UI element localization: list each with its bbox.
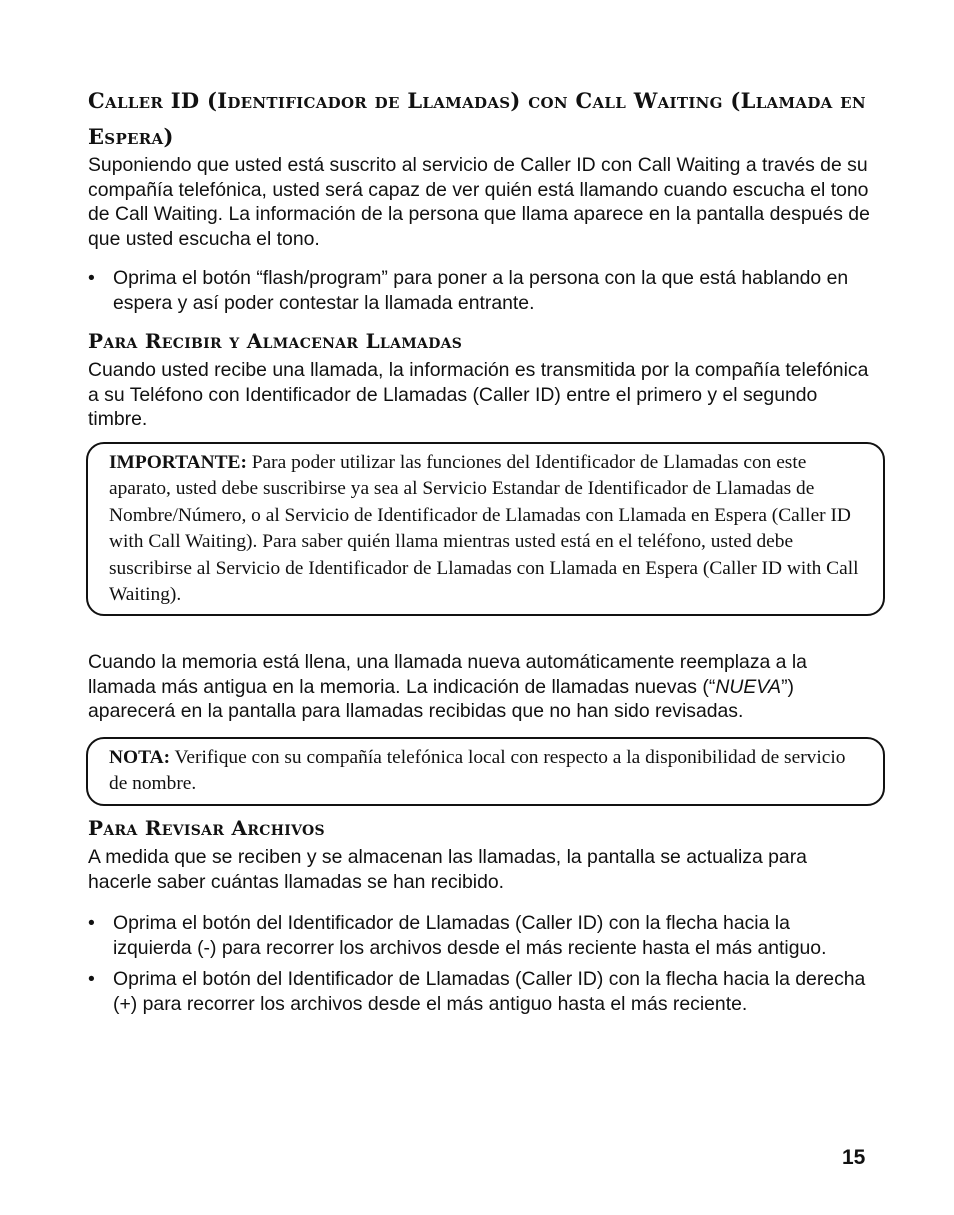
bullet-text: Oprima el botón del Identificador de Llamadas (Caller ID) con la flecha hacia la izquierda (-) para recorrer los archivos desde el más reciente hasta el más antiguo.: [113, 912, 827, 959]
bullet-text: Oprima el botón del Identificador de Llamadas (Caller ID) con la flecha hacia la derecha (+) para recorrer los archivos desde el más antiguo hasta el más reciente.: [113, 968, 866, 1015]
important-label: IMPORTANTE:: [109, 452, 247, 473]
section-heading-caller-id-call-waiting: Caller ID (Identificador de Llamadas) con Call Waiting (Llamada en Espera): [88, 88, 866, 149]
bullet-marker: •: [88, 912, 95, 934]
new-indicator-label: NUEVA: [715, 675, 782, 698]
receive-store-paragraph: Cuando usted recibe una llamada, la información es transmitida por la compañía telefónica a su Teléfono con Identificador de Llamadas (Caller ID) entre el primero y el segundo timbre.: [88, 359, 869, 430]
note-label: NOTA:: [109, 747, 171, 768]
memory-full-text-before: Cuando la memoria está llena, una llamada nueva automáticamente reemplaza a la llamada más antigua en la memoria. La indicación de llamadas nuevas (“: [88, 651, 807, 698]
bullet-marker: •: [88, 267, 95, 289]
bullet-left-arrow: [88, 911, 873, 960]
note-box: [86, 737, 885, 806]
bullet-text: Oprima el botón “flash/program” para poner a la persona con la que está hablando en espera y así poder contestar la llamada entrante.: [113, 267, 849, 314]
bullet-right-arrow: [88, 967, 873, 1016]
note-text: Verifique con su compañía telefónica local con respecto a la disponibilidad de servicio de nombre.: [109, 747, 846, 795]
important-text: Para poder utilizar las funciones del Identificador de Llamadas con este aparato, usted debe suscribirse ya sea al Servicio Estandar de Identificador de Llamadas de Nombre/Número, o al Servicio de Identificador de Llamadas con Llamada en Espera (Caller ID with Call Waiting). Para saber quién llama mientras usted está en el teléfono, usted debe suscribirse al Servicio de Identificador de Llamadas con Llamada en Espera (Caller ID with Call Waiting).: [109, 452, 859, 606]
page-number: 15: [842, 1146, 866, 1169]
review-files-paragraph: A medida que se reciben y se almacenan las llamadas, la pantalla se actualiza para hacerle saber cuántas llamadas se han recibido.: [88, 846, 807, 893]
section-heading-review-files: Para Revisar Archivos: [88, 816, 325, 840]
section-heading-receive-store: Para Recibir y Almacenar Llamadas: [88, 329, 463, 353]
caller-id-call-waiting-paragraph: Suponiendo que usted está suscrito al servicio de Caller ID con Call Waiting a través de su compañía telefónica, usted será capaz de ver quién está llamando cuando escucha el tono de Call Waiting. La información de la persona que llama aparece en la pantalla después de que usted escucha el tono.: [88, 154, 870, 250]
memory-full-paragraph: [88, 650, 873, 724]
bullet-flash-program: [88, 266, 873, 315]
bullet-marker: •: [88, 968, 95, 990]
memory-full-text-after: ”) aparecerá en la pantalla para llamadas recibidas que no han sido revisadas.: [88, 675, 794, 722]
important-notice-box: [86, 442, 885, 616]
